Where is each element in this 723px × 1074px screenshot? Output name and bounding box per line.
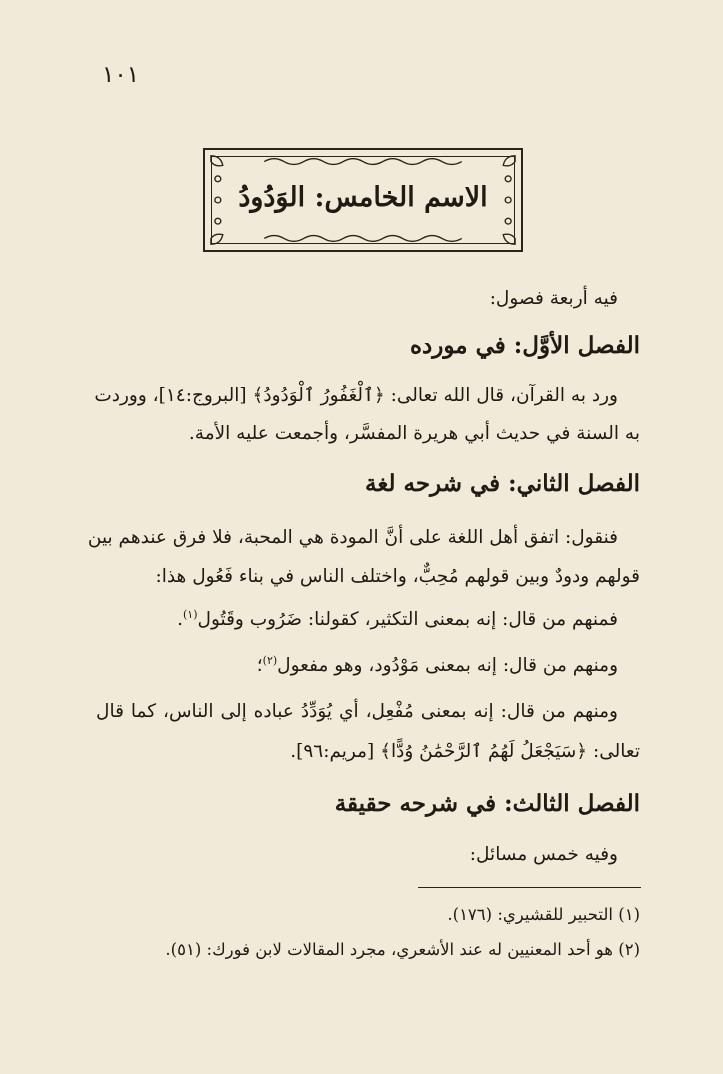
section-heading-3: الفصل الثالث: في شرحه حقيقة bbox=[334, 790, 640, 817]
paragraph-text: . bbox=[177, 609, 183, 631]
paragraph-line: تعالى: ﴿سَيَجْعَلُ لَهُمُ ٱلرَّحْمَٰنُ وُدًّا﴾ [مريم:٩٦]. bbox=[290, 741, 640, 762]
paragraph-line bbox=[96, 654, 640, 676]
footnote-ref: (٢) bbox=[262, 654, 278, 667]
section-heading-1: الفصل الأوَّل: في مورده bbox=[410, 332, 640, 359]
page-number: ١٠١ bbox=[102, 62, 140, 88]
paragraph-text: ؛ bbox=[256, 655, 263, 677]
paragraph-line: فنقول: اتفق أهل اللغة على أنَّ المودة هي المحبة، فلا فرق عندهم بين bbox=[87, 527, 618, 548]
paragraph-line: قولهم ودودٌ وبين قولهم مُحِبٌّ، واختلف الناس في بناء فَعُول هذا: bbox=[155, 566, 640, 587]
paragraph-line: ورد به القرآن، قال الله تعالى: ﴿ٱلْغَفُورُ ٱلْوَدُودُ﴾ [البروج:١٤]، ووردت bbox=[94, 385, 618, 406]
title-frame bbox=[203, 148, 523, 252]
paragraph-line bbox=[96, 608, 640, 630]
paragraph-line: ومنهم من قال: إنه بمعنى مُفْعِل، أي يُوَدِّدُ عباده إلى الناس، كما قال bbox=[96, 701, 618, 722]
intro-line: فيه أربعة فصول: bbox=[489, 288, 618, 309]
paragraph-text: فمنهم من قال: إنه بمعنى التكثير، كقولنا: ضَرُوب وقَتُول bbox=[197, 609, 618, 631]
footnote-ref: (١) bbox=[182, 608, 198, 621]
paragraph-line: به السنة في حديث أبي هريرة المفسَّر، وأجمعت عليه الأمة. bbox=[188, 423, 640, 444]
paragraph-line: وفيه خمس مسائل: bbox=[469, 844, 618, 865]
chapter-title: الاسم الخامس: الوَدُودُ bbox=[238, 182, 488, 213]
footnote: (٢) هو أحد المعنيين له عند الأشعري، مجرد المقالات لابن فورك: (٥١). bbox=[165, 940, 640, 959]
paragraph-text: ومنهم من قال: إنه بمعنى مَوْدُود، وهو مفعول bbox=[277, 655, 618, 677]
section-heading-2: الفصل الثاني: في شرحه لغة bbox=[365, 470, 640, 497]
footnote-divider bbox=[418, 887, 641, 888]
footnote: (١) التحبير للقشيري: (١٧٦). bbox=[447, 905, 640, 924]
